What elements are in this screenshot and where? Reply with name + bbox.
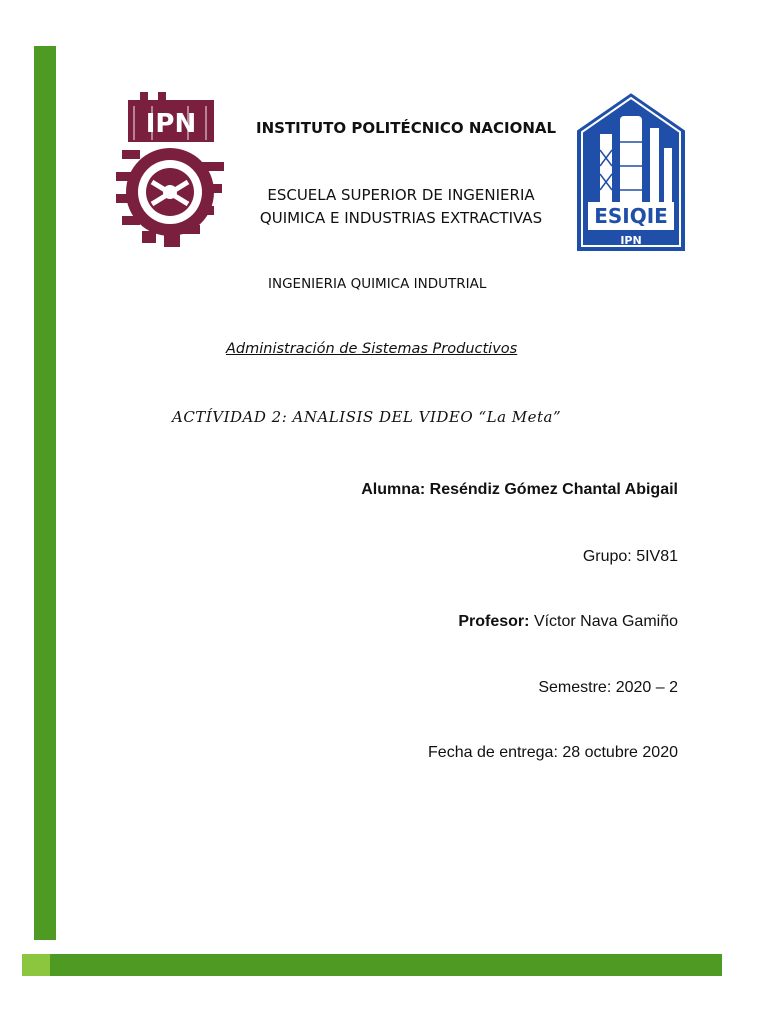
school-name-line-1: ESCUELA SUPERIOR DE INGENIERIA: [267, 186, 535, 204]
ipn-logo: [112, 92, 230, 252]
ipn-logo-text: IPN: [145, 109, 197, 139]
professor-line: [458, 613, 678, 631]
esiqie-logo-subtext: IPN: [620, 234, 642, 247]
school-name: [256, 184, 546, 230]
student-label: Alumna:: [361, 481, 426, 498]
bottom-border-corner-accent: [22, 954, 50, 976]
left-green-border: [34, 46, 56, 940]
professor-name: Víctor Nava Gamiño: [533, 613, 678, 630]
due-date-line: Fecha de entrega: 28 octubre 2020: [428, 744, 678, 761]
student-line: [361, 481, 678, 499]
professor-label: Profesor:: [458, 613, 530, 630]
esiqie-logo-text: ESIQIE: [594, 204, 668, 228]
program-name: INGENIERIA QUIMICA INDUTRIAL: [268, 276, 487, 292]
student-name: Reséndiz Gómez Chantal Abigail: [429, 481, 678, 498]
esiqie-logo: [572, 90, 690, 254]
subject-title: Administración de Sistemas Productivos: [226, 341, 518, 357]
bottom-green-border: [22, 954, 722, 976]
semester-line: Semestre: 2020 – 2: [538, 679, 678, 696]
school-name-line-2: QUIMICA E INDUSTRIAS EXTRACTIVAS: [259, 209, 543, 227]
activity-title: ACTÍVIDAD 2: ANALISIS DEL VIDEO “La Meta”: [172, 408, 562, 426]
institution-name: INSTITUTO POLITÉCNICO NACIONAL: [256, 119, 557, 137]
group-line: Grupo: 5IV81: [582, 548, 678, 565]
